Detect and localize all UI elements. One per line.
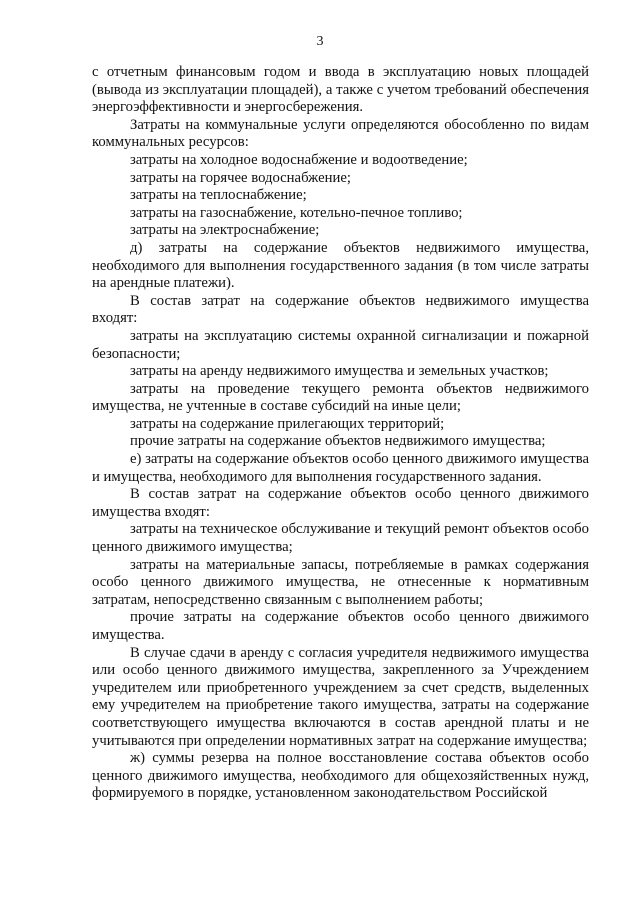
paragraph: е) затраты на содержание объектов особо ценного движимого имущества и имущества, необходимого для выполнения государственного задания. [92, 451, 589, 485]
list-item: затраты на холодное водоснабжение и водоотведение; [130, 151, 468, 168]
paragraph: Затраты на коммунальные услуги определяются обособленно по видам коммунальных ресурсов: [92, 116, 589, 151]
list-item: затраты на горячее водоснабжение; [130, 169, 351, 186]
list-item: затраты на содержание прилегающих территорий; [130, 415, 445, 432]
paragraph: В состав затрат на содержание объектов особо ценного движимого имущества входят: [92, 486, 589, 520]
list-item: затраты на теплоснабжение; [130, 187, 307, 204]
page-number: 3 [316, 34, 324, 49]
paragraph: с отчетным финансовым годом и ввода в эксплуатацию новых площадей (вывода из эксплуатации площадей), а также с учетом требований обеспечения энергоэффективности и энергосбережения. [92, 64, 589, 116]
document-body [92, 64, 589, 803]
paragraph: ж) суммы резерва на полное восстановление состава объектов особо ценного движимого имущества, необходимого для общехозяйственных нужд, формируемого в порядке, установленном законодательством Российской [92, 750, 589, 802]
list-item: затраты на газоснабжение, котельно-печное топливо; [130, 204, 463, 221]
list-item: прочие затраты на содержание объектов особо ценного движимого имущества. [92, 609, 589, 643]
list-item: затраты на эксплуатацию системы охранной сигнализации и пожарной безопасности; [92, 327, 589, 362]
paragraph: В состав затрат на содержание объектов недвижимого имущества входят: [92, 292, 589, 327]
list-item: затраты на материальные запасы, потребляемые в рамках содержания особо ценного движимого имущества, не отнесенные к нормативным затратам, непосредственно связанным с выполнением работы; [92, 556, 589, 608]
paragraph: В случае сдачи в аренду с согласия учредителя недвижимого имущества или особо ценного движимого имущества, закрепленного за Учреждением учредителем или приобретенного учреждением за счет средств, выделенных ему учредителем на приобретение такого имущества, затраты на содержание соответствующего имущества включаются в состав арендной платы и не учитываются при определении нормативных затрат на содержание имущества; [92, 644, 589, 749]
list-item: затраты на проведение текущего ремонта объектов недвижимого имущества, не учтенные в составе субсидий на иные цели; [92, 380, 589, 415]
list-item: затраты на техническое обслуживание и текущий ремонт объектов особо ценного движимого имущества; [92, 521, 589, 556]
paragraph: д) затраты на содержание объектов недвижимого имущества, необходимого для выполнения государственного задания (в том числе затраты на арендные платежи). [92, 239, 589, 292]
list-item: прочие затраты на содержание объектов недвижимого имущества; [130, 433, 546, 450]
list-item: затраты на аренду недвижимого имущества и земельных участков; [130, 363, 549, 380]
list-item: затраты на электроснабжение; [130, 222, 320, 239]
